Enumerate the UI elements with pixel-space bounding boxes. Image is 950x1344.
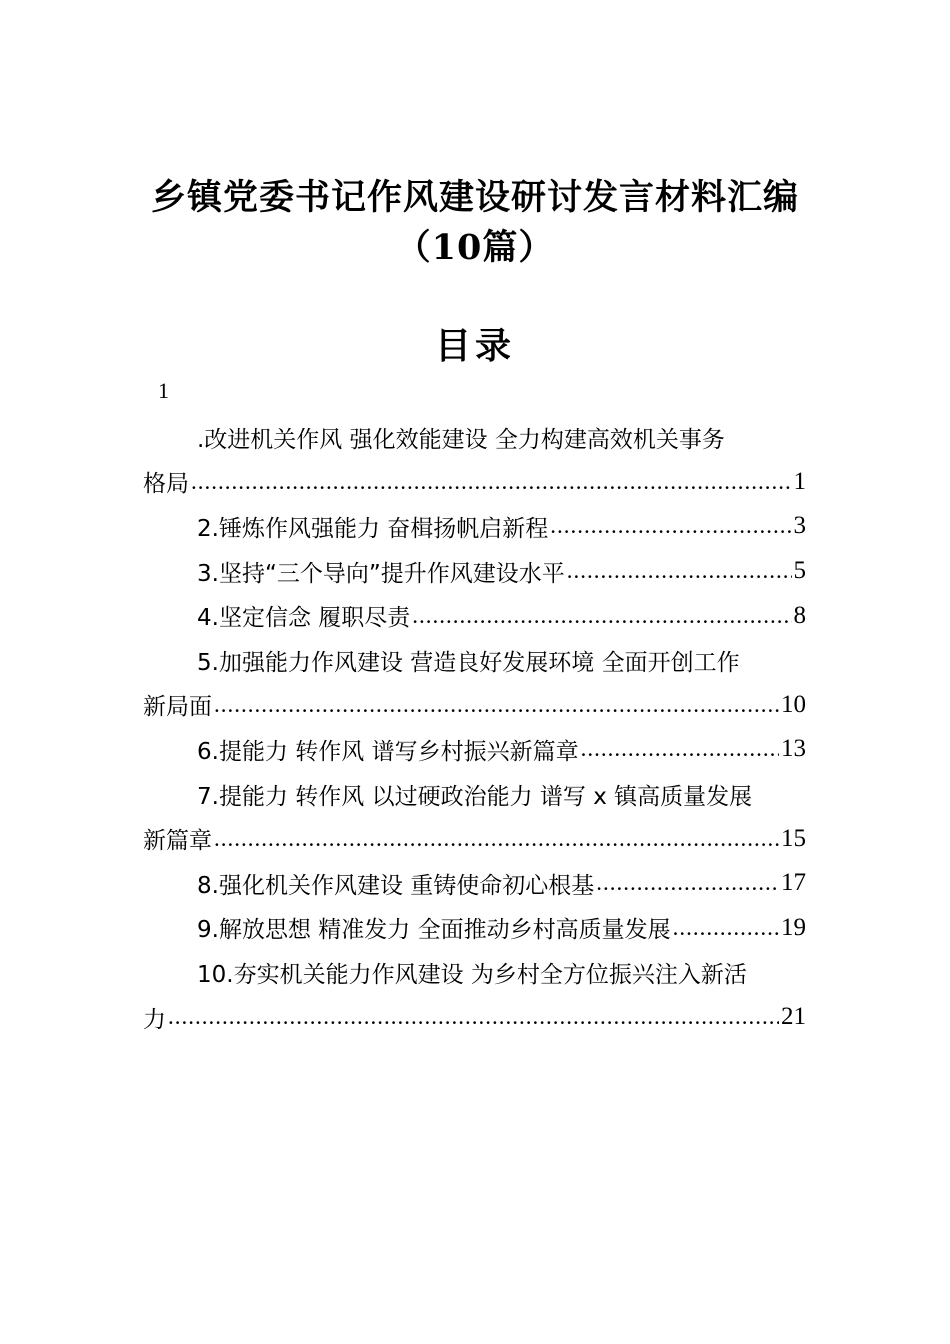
toc-entry-title: 8.强化机关作风建设 重铸使命初心根基 <box>197 872 595 899</box>
toc-entry-line[interactable] <box>143 816 806 861</box>
toc-entry-title: .改进机关作风 强化效能建设 全力构建高效机关事务 <box>197 426 725 453</box>
toc-entry-line[interactable] <box>143 906 806 951</box>
toc-entry-line[interactable] <box>143 727 806 772</box>
toc-page-number: 1 <box>793 467 806 495</box>
toc-entry-line[interactable] <box>143 460 806 505</box>
toc-entry-title: 5.加强能力作风建设 营造良好发展环境 全面开创工作 <box>197 649 740 676</box>
toc-dot-leader <box>412 603 791 629</box>
toc-entry-title: 力 <box>143 1006 166 1033</box>
toc-entry-line[interactable] <box>143 683 806 728</box>
toc-dot-leader <box>581 736 779 762</box>
toc-entry-title: 新局面 <box>143 694 212 721</box>
toc-page-number: 10 <box>781 690 806 718</box>
toc-entry-line[interactable] <box>143 638 806 683</box>
toc-entry-line[interactable] <box>143 593 806 638</box>
toc-entry-title: 格局 <box>143 471 189 498</box>
toc-page-number: 21 <box>781 1003 806 1031</box>
toc-dot-leader <box>168 1004 779 1030</box>
toc-entry-title: 6.提能力 转作风 谱写乡村振兴新篇章 <box>197 738 579 765</box>
stray-number: 1 <box>158 378 169 403</box>
toc-entry-line[interactable] <box>143 861 806 906</box>
toc-entry-title: 7.提能力 转作风 以过硬政治能力 谱写 x 镇高质量发展 <box>197 783 753 810</box>
toc-entry-title: 2.锤炼作风强能力 奋楫扬帆启新程 <box>197 515 549 542</box>
toc-page-number: 13 <box>781 735 806 763</box>
toc-page-number: 3 <box>793 512 806 540</box>
toc-dot-leader <box>567 558 792 584</box>
document-subtitle-count: （10篇） <box>395 227 555 268</box>
document-title: 乡镇党委书记作风建设研讨发言材料汇编 <box>150 177 799 218</box>
toc-page-number: 19 <box>781 913 806 941</box>
toc-dot-leader <box>214 826 779 852</box>
toc-page-number: 15 <box>781 824 806 852</box>
toc-dot-leader <box>550 513 791 539</box>
toc-page-number: 8 <box>793 601 806 629</box>
toc-entry-line[interactable] <box>143 415 806 460</box>
toc-page-number: 5 <box>793 557 806 585</box>
table-of-contents <box>143 415 806 1039</box>
toc-entry-line[interactable] <box>143 549 806 594</box>
toc-dot-leader <box>191 469 792 495</box>
toc-page-number: 17 <box>781 869 806 897</box>
toc-heading: 目录 <box>434 325 515 367</box>
toc-dot-leader <box>673 915 779 941</box>
toc-entry-title: 10.夯实机关能力作风建设 为乡村全方位振兴注入新活 <box>197 961 747 988</box>
toc-entry-line[interactable] <box>143 950 806 995</box>
toc-dot-leader <box>214 692 779 718</box>
toc-entry-title: 3.坚持“三个导向”提升作风建设水平 <box>197 560 565 587</box>
toc-entry-title: 新篇章 <box>143 828 212 855</box>
toc-entry-line[interactable] <box>143 772 806 817</box>
toc-entry-title: 9.解放思想 精准发力 全面推动乡村高质量发展 <box>197 917 671 944</box>
toc-dot-leader <box>596 870 779 896</box>
toc-entry-title: 4.坚定信念 履职尽责 <box>197 605 411 632</box>
toc-entry-line[interactable] <box>143 504 806 549</box>
toc-entry-line[interactable] <box>143 995 806 1040</box>
